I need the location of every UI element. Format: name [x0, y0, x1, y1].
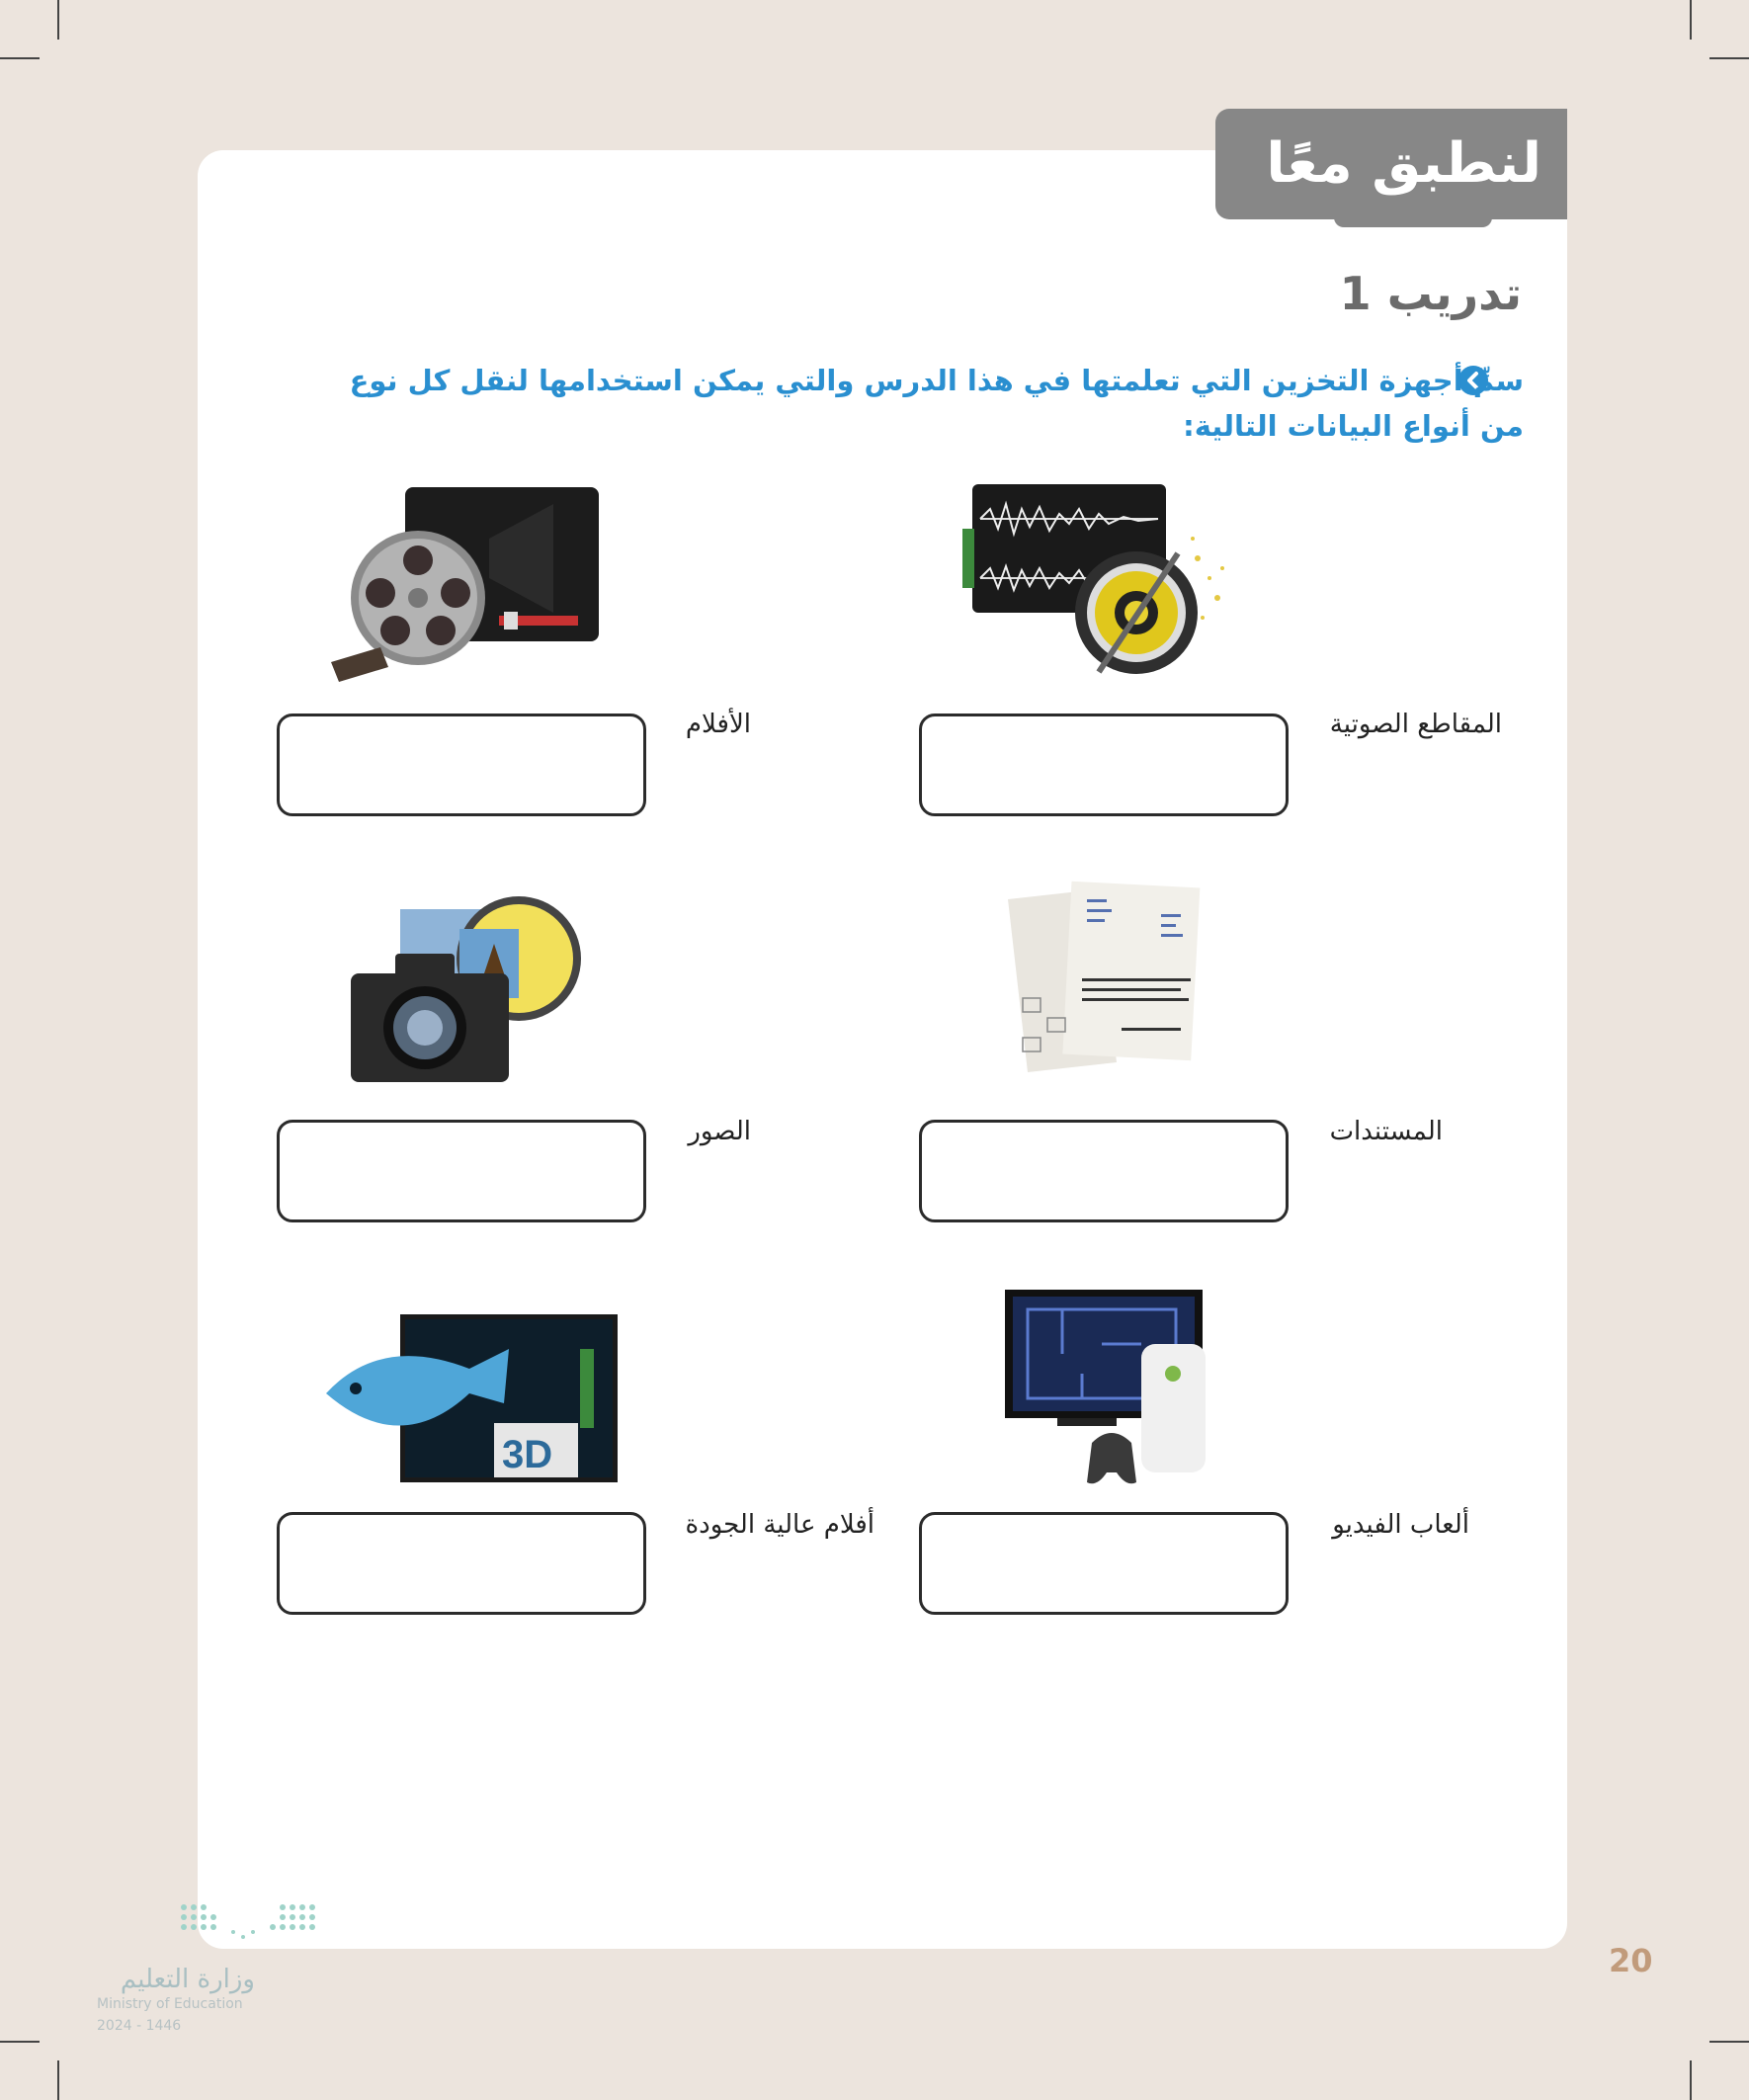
audio-clips-icon — [951, 479, 1267, 687]
ministry-name-ar: وزارة التعليم — [120, 1965, 255, 1994]
film-reel-icon — [321, 479, 618, 687]
answer-box-photos[interactable] — [277, 1120, 646, 1222]
hd-3d-movie-icon — [321, 1309, 623, 1487]
crop-mark — [1690, 0, 1692, 40]
game-console-icon — [1003, 1285, 1230, 1492]
crop-mark — [1709, 2041, 1749, 2043]
page-number: 20 — [1609, 1942, 1653, 1979]
section-title: لنطبق معًا — [1266, 131, 1541, 196]
item-label-photos: الصور — [688, 1117, 751, 1146]
answer-box-documents[interactable] — [919, 1120, 1289, 1222]
item-label-hd-movies: أفلام عالية الجودة — [685, 1510, 874, 1540]
crop-mark — [1709, 57, 1749, 59]
item-label-games: ألعاب الفيديو — [1332, 1510, 1469, 1540]
answer-box-audio[interactable] — [919, 714, 1289, 816]
crop-mark — [1690, 2060, 1692, 2100]
ministry-name-en: Ministry of Education — [97, 1996, 243, 2012]
answer-box-games[interactable] — [919, 1512, 1289, 1615]
crop-mark — [57, 2060, 59, 2100]
ministry-logo — [97, 1897, 324, 2046]
item-label-films: الأفلام — [685, 710, 751, 739]
answer-box-films[interactable] — [277, 714, 646, 816]
answer-box-hd-movies[interactable] — [277, 1512, 646, 1615]
item-label-documents: المستندات — [1329, 1117, 1443, 1146]
exercise-title: تدريب 1 — [1339, 267, 1522, 320]
camera-photos-icon — [346, 889, 593, 1087]
edition-year: 2024 - 1446 — [97, 2018, 182, 2034]
item-label-audio: المقاطع الصوتية — [1329, 710, 1502, 739]
svg-text:3D: 3D — [502, 1433, 553, 1476]
crop-mark — [0, 57, 40, 59]
documents-icon — [1003, 880, 1220, 1077]
logo-dots-icon — [174, 1897, 332, 1957]
crop-mark — [0, 2041, 40, 2043]
instruction-text: سمِّ أجهزة التخزين التي تعلمتها في هذا الدرس والتي يمكن استخدامها لنقل كل نوع من أنواع البيانات التالية: — [349, 364, 1524, 443]
crop-mark — [57, 0, 59, 40]
